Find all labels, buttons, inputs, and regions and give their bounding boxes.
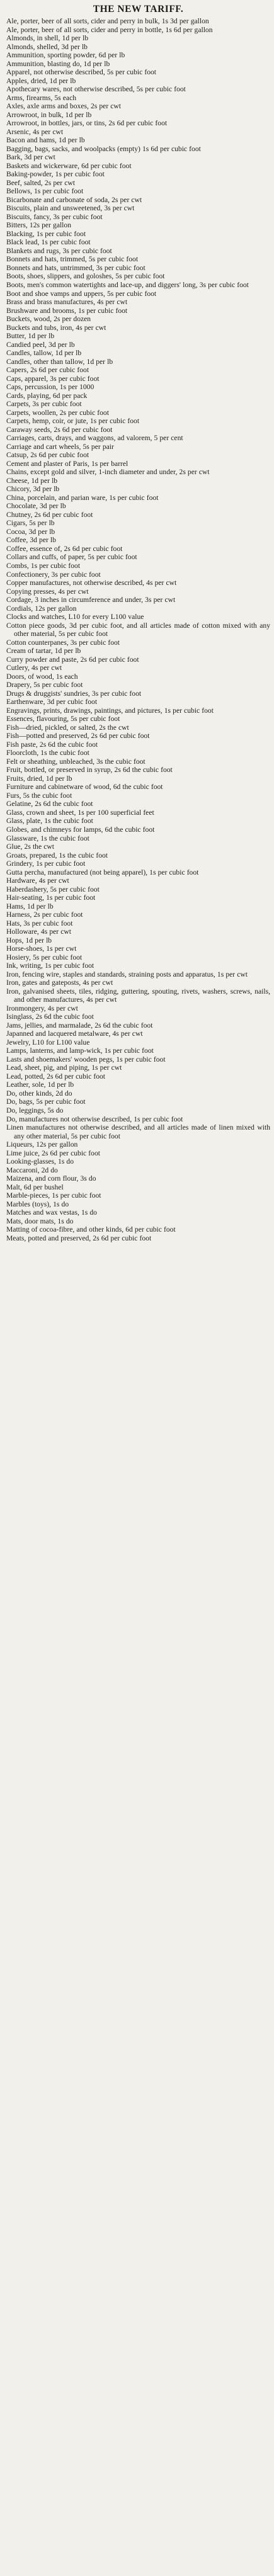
tariff-entry: Cheese, 1d per lb xyxy=(6,476,58,485)
tariff-entry: Baskets and wickerware, 6d per cubic foot xyxy=(6,161,132,170)
tariff-entry: Malt, 6d per bushel xyxy=(6,1183,64,1191)
tariff-entry: Furs, 5s the cubic foot xyxy=(6,791,72,800)
tariff-entry: Cordials, 12s per gallon xyxy=(6,604,77,613)
page-title: THE NEW TARIFF. xyxy=(93,4,184,14)
tariff-entry: Do, bags, 5s per cubic foot xyxy=(6,1098,86,1106)
tariff-entry: Copper manufactures, not otherwise described, 4s per cwt xyxy=(6,579,177,587)
tariff-entry: Drapery, 5s per cubic foot xyxy=(6,681,83,689)
tariff-entry: Japanned and lacquered metalware, 4s per cwt xyxy=(6,1030,143,1038)
tariff-entry: Looking-glasses, 1s do xyxy=(6,1157,74,1166)
tariff-entry: Grindery, 1s per cubic foot xyxy=(6,860,86,868)
tariff-entry: Ink, writing, 1s per cubic foot xyxy=(6,962,94,970)
tariff-entry: Caps, apparel, 3s per cubic foot xyxy=(6,374,100,383)
tariff-entry: Chains, except gold and silver, 1-inch diameter and under, 2s per cwt xyxy=(6,468,210,477)
tariff-entry: Apples, dried, 1d per lb xyxy=(6,76,76,85)
tariff-entry: Meats, potted and preserved, 2s 6d per cubic foot xyxy=(6,1234,152,1242)
tariff-entry: China, porcelain, and parian ware, 1s per cubic foot xyxy=(6,493,159,502)
tariff-entry: Glass, plate, 1s the cubic foot xyxy=(6,817,93,826)
tariff-entry: Chutney, 2s 6d per cubic foot xyxy=(6,510,93,519)
tariff-entry: Maccaroni, 2d do xyxy=(6,1166,58,1174)
tariff-entry: Lead, potted, 2s 6d per cubic foot xyxy=(6,1072,106,1081)
tariff-entry: Arsenic, 4s per cwt xyxy=(6,127,64,136)
tariff-entry: Matting of cocoa-fibre, and other kinds, 6d per cubic foot xyxy=(6,1225,176,1234)
tariff-entry: Jewelry, L10 for L100 value xyxy=(6,1038,90,1047)
tariff-entry: Chicory, 3d per lb xyxy=(6,485,60,494)
tariff-entry: Iron, fencing wire, staples and standards, straining posts and apparatus, 1s per cwt xyxy=(6,970,248,979)
tariff-entry: Groats, prepared, 1s the cubic foot xyxy=(6,851,108,860)
tariff-entry: Iron, galvanised sheets, tiles, ridging, guttering, spouting, rivets, washers, screws, nails, and other manufactures, 4s per cwt xyxy=(6,987,270,1004)
tariff-entry: Candles, tallow, 1d per lb xyxy=(6,349,82,358)
tariff-entry: Brass and brass manufactures, 4s per cwt xyxy=(6,298,128,307)
tariff-entry: Bitters, 12s per gallon xyxy=(6,221,71,230)
tariff-entry: Glass, crown and sheet, 1s per 100 superficial feet xyxy=(6,808,154,817)
tariff-entry: Cigars, 5s per lb xyxy=(6,519,55,528)
tariff-entry: Boots, shoes, slippers, and goloshes, 5s per cubic foot xyxy=(6,272,165,281)
tariff-entry: Cocoa, 3d per lb xyxy=(6,527,55,536)
tariff-entry: Glue, 2s the cwt xyxy=(6,843,54,851)
tariff-entry: Lamps, lanterns, and lamp-wick, 1s per cubic foot xyxy=(6,1047,154,1055)
tariff-entry: Fruit, bottled, or preserved in syrup, 2s 6d the cubic foot xyxy=(6,766,173,775)
tariff-entry: Globes, and chimneys for lamps, 6d the cubic foot xyxy=(6,825,155,834)
tariff-entry: Confectionery, 3s per cubic foot xyxy=(6,570,101,579)
tariff-entry: Bonnets and hats, untrimmed, 3s per cubic foot xyxy=(6,263,146,272)
tariff-entry: Combs, 1s per cubic foot xyxy=(6,562,81,570)
tariff-entry: Catsup, 2s 6d per cubic foot xyxy=(6,451,89,460)
tariff-entry: Furniture and cabinetware of wood, 6d the cubic foot xyxy=(6,783,163,792)
tariff-entry: Glassware, 1s the cubic foot xyxy=(6,834,89,843)
tariff-entry: Clocks and watches, L10 for every L100 value xyxy=(6,613,144,621)
tariff-entry: Blankets and rugs, 3s per cubic foot xyxy=(6,246,112,255)
tariff-entry: Caraway seeds, 2s 6d per cubic foot xyxy=(6,425,113,434)
tariff-entry: Carpets, hemp, coir, or jute, 1s per cubic foot xyxy=(6,417,140,426)
tariff-entry: Horse-shoes, 1s per cwt xyxy=(6,945,77,953)
tariff-entry: Carriage and cart wheels, 5s per pair xyxy=(6,442,114,451)
tariff-entry: Hair-seating, 1s per cubic foot xyxy=(6,894,96,902)
tariff-entry: Arms, firearms, 5s each xyxy=(6,93,77,102)
tariff-entry: Lasts and shoemakers' wooden pegs, 1s per cubic foot xyxy=(6,1055,166,1064)
tariff-entry: Apparel, not otherwise described, 5s per cubic foot xyxy=(6,68,157,77)
tariff-entry: Curry powder and paste, 2s 6d per cubic foot xyxy=(6,655,139,664)
tariff-entry: Boot and shoe vamps and uppers, 5s per cubic foot xyxy=(6,289,157,298)
tariff-entry: Floorcloth, 1s the cubic foot xyxy=(6,749,89,757)
tariff-entry: Ironmongery, 4s per cwt xyxy=(6,1004,78,1013)
tariff-entry: Copying presses, 4s per cwt xyxy=(6,587,89,596)
tariff-entry: Arrowroot, in bottles, jars, or tins, 2s 6d per cubic foot xyxy=(6,119,168,128)
tariff-entry: Coffee, 3d per lb xyxy=(6,536,56,545)
tariff-entry: Biscuits, plain and unsweetened, 3s per cwt xyxy=(6,204,135,213)
tariff-entry: Iron, gates and gateposts, 4s per cwt xyxy=(6,979,113,987)
tariff-entry: Fish—potted and preserved, 2s 6d per cubic foot xyxy=(6,732,150,740)
tariff-entry: Butter, 1d per lb xyxy=(6,332,55,341)
tariff-entry: Hams, 1d per lb xyxy=(6,902,54,911)
tariff-entry: Buckets, wood, 2s per dozen xyxy=(6,315,91,324)
tariff-entry: Ammunition, sporting powder, 6d per lb xyxy=(6,51,125,60)
tariff-entry: Essences, flavouring, 5s per cubic foot xyxy=(6,715,120,723)
tariff-entry: Baking-powder, 1s per cubic foot xyxy=(6,170,105,179)
tariff-entry: Do, leggings, 5s do xyxy=(6,1106,64,1115)
tariff-entry: Brushware and brooms, 1s per cubic foot xyxy=(6,306,128,315)
tariff-entry: Apothecary wares, not otherwise described, 5s per cubic foot xyxy=(6,85,186,94)
tariff-entry: Cotton piece goods, 3d per cubic foot, and all articles made of cotton mixed with any other material, 5s per cubic foot xyxy=(6,621,270,638)
tariff-entry: Almonds, shelled, 3d per lb xyxy=(6,42,88,51)
tariff-entry: Candied peel, 3d per lb xyxy=(6,340,75,349)
tariff-entry: Collars and cuffs, of paper, 5s per cubic foot xyxy=(6,553,137,562)
tariff-entry: Jams, jellies, and marmalade, 2s 6d the cubic foot xyxy=(6,1021,153,1030)
tariff-entry: Bark, 3d per cwt xyxy=(6,153,55,162)
tariff-entry: Holloware, 4s per cwt xyxy=(6,928,71,936)
tariff-entry: Felt or sheathing, unbleached, 3s the cubic foot xyxy=(6,757,146,766)
tariff-entry: Matches and wax vestas, 1s do xyxy=(6,1208,97,1217)
tariff-entry: Cutlery, 4s per cwt xyxy=(6,664,62,672)
tariff-entry: Cream of tartar, 1d per lb xyxy=(6,647,81,655)
tariff-entry: Hardware, 4s per cwt xyxy=(6,877,69,885)
tariff-entry: Carpets, 3s per cubic foot xyxy=(6,400,82,409)
tariff-entry: Cotton counterpanes, 3s per cubic foot xyxy=(6,638,120,647)
tariff-entry: Harness, 2s per cubic foot xyxy=(6,911,83,919)
tariff-entry: Marbles (toys), 1s do xyxy=(6,1200,69,1208)
tariff-entry: Bellows, 1s per cubic foot xyxy=(6,187,84,196)
tariff-entry: Cement and plaster of Paris, 1s per barrel xyxy=(6,459,128,468)
tariff-entry: Bacon and hams, 1d per lb xyxy=(6,136,85,145)
tariff-entry: Do, other kinds, 2d do xyxy=(6,1089,72,1098)
tariff-entry: Almonds, in shell, 1d per lb xyxy=(6,34,89,43)
tariff-entry: Cordage, 3 inches in circumference and under, 3s per cwt xyxy=(6,596,176,604)
tariff-entry: Ale, porter, beer of all sorts, cider and perry in bottle, 1s 6d per gallon xyxy=(6,25,213,34)
tariff-list xyxy=(6,17,270,1242)
tariff-entry: Maizena, and corn flour, 3s do xyxy=(6,1174,96,1183)
tariff-entry: Lime juice, 2s 6d per cubic foot xyxy=(6,1149,100,1157)
tariff-entry: Bagging, bags, sacks, and woolpacks (empty) 1s 6d per cubic foot xyxy=(6,144,201,153)
tariff-entry: Isinglass, 2s 6d the cubic foot xyxy=(6,1013,94,1021)
tariff-entry: Fish paste, 2s 6d the cubic foot xyxy=(6,740,98,749)
tariff-entry: Candles, other than tallow, 1d per lb xyxy=(6,357,113,366)
tariff-entry: Chocolate, 3d per lb xyxy=(6,502,66,511)
tariff-entry: Fruits, dried, 1d per lb xyxy=(6,774,72,783)
tariff-entry: Carriages, carts, drays, and waggons, ad valorem, 5 per cent xyxy=(6,434,183,443)
tariff-entry: Liqueurs, 12s per gallon xyxy=(6,1140,78,1149)
tariff-entry: Haberdashery, 5s per cubic foot xyxy=(6,885,100,894)
tariff-entry: Beef, salted, 2s per cwt xyxy=(6,178,75,187)
tariff-entry: Earthenware, 3d per cubic foot xyxy=(6,698,98,706)
tariff-entry: Lead, sheet, pig, and piping, 1s per cwt xyxy=(6,1064,122,1072)
tariff-entry: Arrowroot, in bulk, 1d per lb xyxy=(6,110,92,119)
tariff-entry: Hops, 1d per lb xyxy=(6,936,52,945)
tariff-entry: Hosiery, 5s per cubic foot xyxy=(6,953,83,962)
tariff-entry: Blacking, 1s per cubic foot xyxy=(6,229,86,238)
tariff-entry: Leather, sole, 1d per lb xyxy=(6,1081,74,1089)
tariff-entry: Axles, axle arms and boxes, 2s per cwt xyxy=(6,102,122,111)
tariff-entry: Doors, of wood, 1s each xyxy=(6,672,78,681)
tariff-entry: Black lead, 1s per cubic foot xyxy=(6,238,91,247)
tariff-entry: Caps, percussion, 1s per 1000 xyxy=(6,383,94,392)
tariff-entry: Gutta percha, manufactured (not being apparel), 1s per cubic foot xyxy=(6,868,199,877)
tariff-entry: Drugs & druggists' sundries, 3s per cubic foot xyxy=(6,689,142,698)
tariff-entry: Bicarbonate and carbonate of soda, 2s per cwt xyxy=(6,195,142,204)
tariff-entry: Bonnets and hats, trimmed, 5s per cubic foot xyxy=(6,255,139,264)
tariff-entry: Carpets, woollen, 2s per cubic foot xyxy=(6,408,109,417)
tariff-entry: Boots, men's common watertights and lace-up, and diggers' long, 3s per cubic foot xyxy=(6,280,249,289)
tariff-entry: Linen manufactures not otherwise described, and all articles made of linen mixed with any other material, 5s per cubic foot xyxy=(6,1123,270,1140)
tariff-entry: Ale, porter, beer of all sorts, cider and perry in bulk, 1s 3d per gallon xyxy=(6,17,209,25)
tariff-entry: Buckets and tubs, iron, 4s per cwt xyxy=(6,323,106,332)
tariff-entry: Fish—dried, pickled, or salted, 2s the cwt xyxy=(6,723,129,732)
tariff-entry: Cards, playing, 6d per pack xyxy=(6,391,88,400)
tariff-entry: Marble-pieces, 1s per cubic foot xyxy=(6,1191,101,1200)
tariff-entry: Biscuits, fancy, 3s per cubic foot xyxy=(6,212,103,221)
tariff-entry: Do, manufactures not otherwise described, 1s per cubic foot xyxy=(6,1115,183,1123)
tariff-entry: Hats, 3s per cubic foot xyxy=(6,919,73,928)
tariff-entry: Engravings, prints, drawings, paintings, and pictures, 1s per cubic foot xyxy=(6,706,214,715)
tariff-entry: Gelatine, 2s 6d the cubic foot xyxy=(6,800,93,809)
tariff-entry: Coffee, essence of, 2s 6d per cubic foot xyxy=(6,544,123,553)
tariff-entry: Mats, door mats, 1s do xyxy=(6,1217,74,1225)
tariff-entry: Ammunition, blasting do, 1d per lb xyxy=(6,59,110,68)
tariff-entry: Capers, 2s 6d per cubic foot xyxy=(6,366,89,375)
